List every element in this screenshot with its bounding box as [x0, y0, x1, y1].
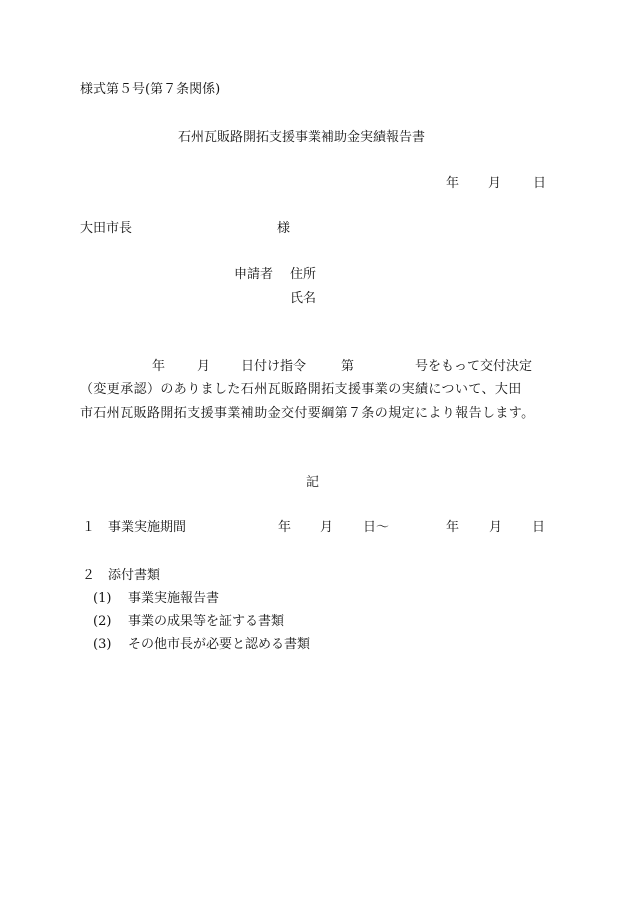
applicant-address-label: 住所 [290, 267, 317, 282]
body-month: 月 [197, 359, 211, 374]
body-number-tail: 号をもって交付決定 [415, 359, 533, 374]
date-month: 月 [488, 176, 502, 191]
addressee-suffix: 様 [277, 221, 291, 236]
form-number: 様式第５号(第７条関係) [80, 82, 221, 97]
item-1-end-day: 日 [532, 520, 546, 535]
item-1-end-month: 月 [489, 520, 503, 535]
item-1-number: １ [82, 520, 96, 535]
subitem-text: 事業実施報告書 [128, 591, 220, 606]
item-1-start-day: 日～ [363, 520, 390, 535]
ki-heading: 記 [306, 475, 320, 490]
addressee-name: 大田市長 [80, 221, 133, 236]
applicant-label: 申請者 [234, 267, 274, 282]
body-dai: 第 [341, 359, 355, 374]
body-line-3: 市石州瓦販路開拓支援事業補助金交付要綱第７条の規定により報告します。 [80, 406, 535, 421]
item-2-label: 添付書類 [108, 568, 161, 583]
item-1-start-month: 月 [320, 520, 334, 535]
item-1-end-year: 年 [446, 520, 460, 535]
document-title: 石州瓦販路開拓支援事業補助金実績報告書 [178, 130, 426, 145]
subitem-number: (2) [93, 614, 112, 629]
item-1-start-year: 年 [278, 520, 292, 535]
body-year: 年 [152, 359, 166, 374]
date-day: 日 [533, 176, 547, 191]
subitem-text: 事業の成果等を証する書類 [128, 614, 285, 629]
item-2-number: ２ [82, 568, 96, 583]
date-year: 年 [446, 176, 460, 191]
item-1-label: 事業実施期間 [108, 520, 187, 535]
subitem-number: (3) [93, 637, 112, 652]
body-day-directive: 日付け指令 [241, 359, 307, 374]
subitem-number: (1) [93, 591, 112, 606]
subitem-text: その他市長が必要と認める書類 [128, 637, 311, 652]
body-line-2: （変更承認）のありました石州瓦販路開拓支援事業の実績について、大田 [80, 382, 522, 397]
applicant-name-label: 氏名 [290, 291, 317, 306]
